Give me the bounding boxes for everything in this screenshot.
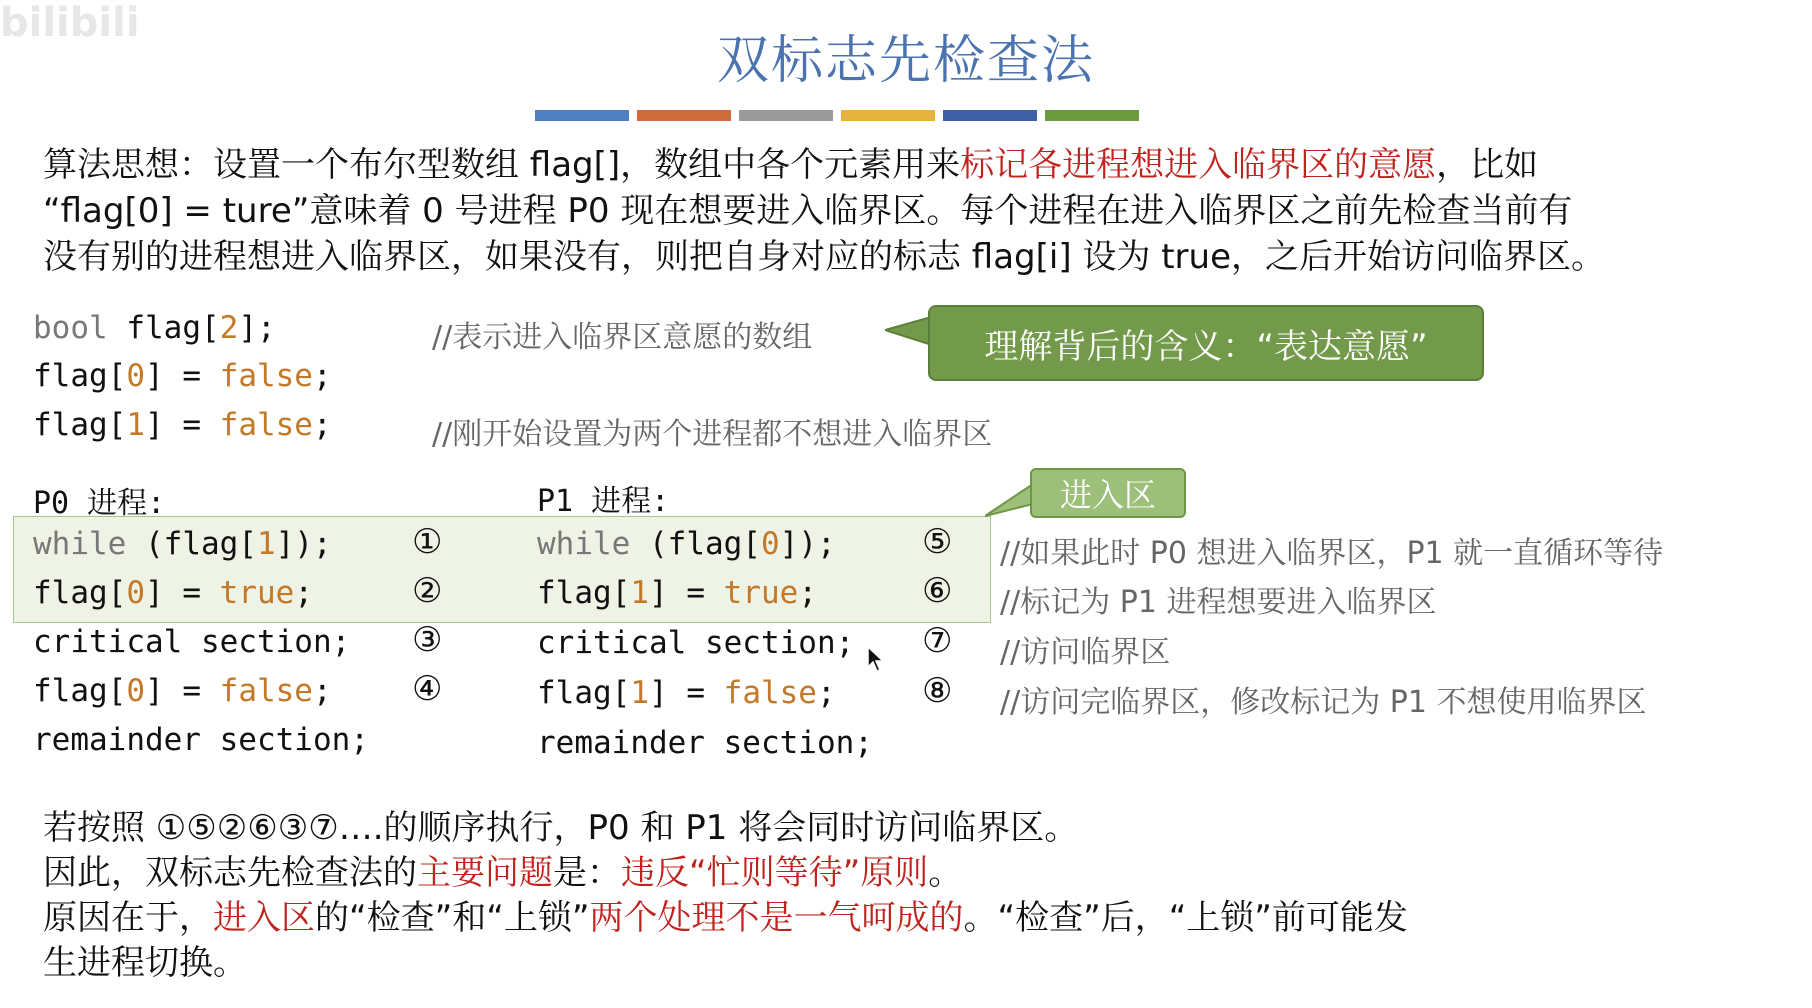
code-text: ; (312, 673, 332, 709)
code-text: ] = (145, 358, 220, 394)
p1-comment-4: //访问完临界区，修改标记为 P1 不想使用临界区 (1000, 685, 1647, 720)
p0-header: P0 进程: (33, 486, 166, 521)
code-text: flag[ (126, 310, 220, 346)
code-text: flag[ (33, 673, 127, 709)
p0-set-false-line (33, 673, 332, 709)
step-8-marker: ⑧ (922, 671, 953, 711)
code-bool: false (219, 673, 313, 709)
conclusion-text: 是： (553, 853, 621, 893)
step-5-marker: ⑤ (922, 522, 953, 562)
p1-while-line (537, 526, 836, 562)
intro-highlight: 标记各进程想进入临界区的意愿 (960, 145, 1437, 185)
p1-set-false-line (537, 675, 836, 711)
p0-set-true-line (33, 575, 313, 611)
code-number: 1 (630, 575, 649, 611)
conclusion-line-1: 若按照 ①⑤②⑥③⑦….的顺序执行，P0 和 P1 将会同时访问临界区。 (43, 808, 1079, 848)
step-3-marker: ③ (412, 620, 443, 660)
code-number: 0 (126, 575, 145, 611)
code-bool: false (219, 358, 313, 394)
step-1-marker: ① (412, 522, 443, 562)
color-segment (637, 110, 731, 121)
step-6-marker: ⑥ (922, 571, 953, 611)
code-text: ; (312, 407, 332, 443)
code-number: 2 (219, 310, 239, 346)
intro-text: ，比如 (1436, 145, 1539, 185)
conclusion-text: 。“检查”后，“上锁”前可能发 (963, 898, 1408, 938)
code-text: (flag[ (126, 526, 257, 562)
conclusion-text: 因此，双标志先检查法的 (43, 853, 417, 893)
color-segment (943, 110, 1037, 121)
conclusion-highlight: 两个处理不是一气呵成的 (589, 898, 964, 938)
conclusion-text: 。 (928, 853, 963, 893)
p1-remainder-line: remainder section; (537, 725, 873, 761)
decl-line-3 (33, 407, 332, 443)
code-text: ; (798, 575, 817, 611)
step-2-marker: ② (412, 571, 443, 611)
keyword: bool (33, 310, 108, 346)
color-segment (739, 110, 833, 121)
p1-comment-2: //标记为 P1 进程想要进入临界区 (1000, 585, 1437, 620)
p0-while-line (33, 526, 332, 562)
color-segment (535, 110, 629, 121)
color-segment (1045, 110, 1139, 121)
code-bool: true (723, 575, 799, 611)
code-bool: true (219, 575, 295, 611)
color-bar (535, 110, 1139, 121)
code-text: ] = (145, 673, 220, 709)
callout-meaning: 理解背后的含义：“表达意愿” (928, 305, 1484, 381)
p0-remainder-line: remainder section; (33, 722, 369, 758)
p0-critical-line: critical section; (33, 624, 351, 660)
code-text: flag[ (537, 675, 631, 711)
conclusion-highlight: 违反“忙则等待”原则 (621, 853, 929, 893)
step-7-marker: ⑦ (922, 621, 953, 661)
p1-header: P1 进程: (537, 484, 670, 519)
decl-line-1 (33, 310, 276, 346)
code-number: 0 (760, 526, 780, 562)
code-text: ] = (145, 407, 220, 443)
conclusion-highlight: 主要问题 (417, 853, 553, 893)
decl-comment-2: //刚开始设置为两个进程都不想进入临界区 (432, 417, 993, 452)
code-bool: false (723, 675, 817, 711)
code-number: 1 (256, 526, 276, 562)
intro-line-3: 没有别的进程想进入临界区，如果没有，则把自身对应的标志 flag[i] 设为 true，之后开始访问临界区。 (43, 237, 1606, 277)
watermark-logo: bilibili (0, 0, 140, 46)
decl-comment-1: //表示进入临界区意愿的数组 (432, 320, 813, 355)
conclusion-text: 原因在于， (43, 898, 213, 938)
p1-set-true-line (537, 575, 817, 611)
p1-critical-line: critical section; (537, 625, 855, 661)
conclusion-line-2 (43, 850, 962, 896)
code-text: ; (312, 358, 332, 394)
conclusion-line-3 (43, 895, 1408, 941)
intro-line-2: “flag[0] = ture”意味着 0 号进程 P0 现在想要进入临界区。每个进程在进入临界区之前先检查当前有 (43, 191, 1573, 231)
conclusion-text: 的“检查”和“上锁” (315, 898, 590, 938)
conclusion-line-4: 生进程切换。 (43, 943, 247, 983)
color-segment (841, 110, 935, 121)
p1-comment-3: //访问临界区 (1000, 635, 1171, 670)
code-text: flag[ (33, 575, 127, 611)
code-number: 0 (126, 673, 145, 709)
code-number: 1 (630, 675, 649, 711)
step-4-marker: ④ (412, 669, 443, 709)
code-number: 0 (126, 358, 145, 394)
code-text: flag[ (33, 358, 127, 394)
p1-comment-1: //如果此时 P0 想进入临界区，P1 就一直循环等待 (1000, 536, 1664, 571)
code-text: ] = (649, 575, 724, 611)
code-text: (flag[ (630, 526, 761, 562)
callout2-pointer (985, 482, 1035, 522)
conclusion-highlight: 进入区 (213, 898, 315, 938)
code-text: ] = (649, 675, 724, 711)
decl-line-2 (33, 358, 332, 394)
callout-entry-section: 进入区 (1030, 468, 1186, 518)
code-text: ; (816, 675, 836, 711)
page-title: 双标志先检查法 (716, 31, 1095, 91)
code-bool: false (219, 407, 313, 443)
code-number: 1 (126, 407, 145, 443)
intro-line-1 (43, 142, 1538, 188)
mouse-cursor-icon (866, 645, 886, 673)
keyword: while (537, 526, 631, 562)
code-text: ]); (275, 526, 332, 562)
code-text: ] = (145, 575, 220, 611)
code-text: flag[ (537, 575, 631, 611)
code-text: ]); (779, 526, 836, 562)
intro-text: 算法思想：设置一个布尔型数组 flag[]，数组中各个元素用来 (43, 145, 961, 185)
code-text: ]; (238, 310, 276, 346)
code-text: ; (294, 575, 313, 611)
code-text: flag[ (33, 407, 127, 443)
keyword: while (33, 526, 127, 562)
